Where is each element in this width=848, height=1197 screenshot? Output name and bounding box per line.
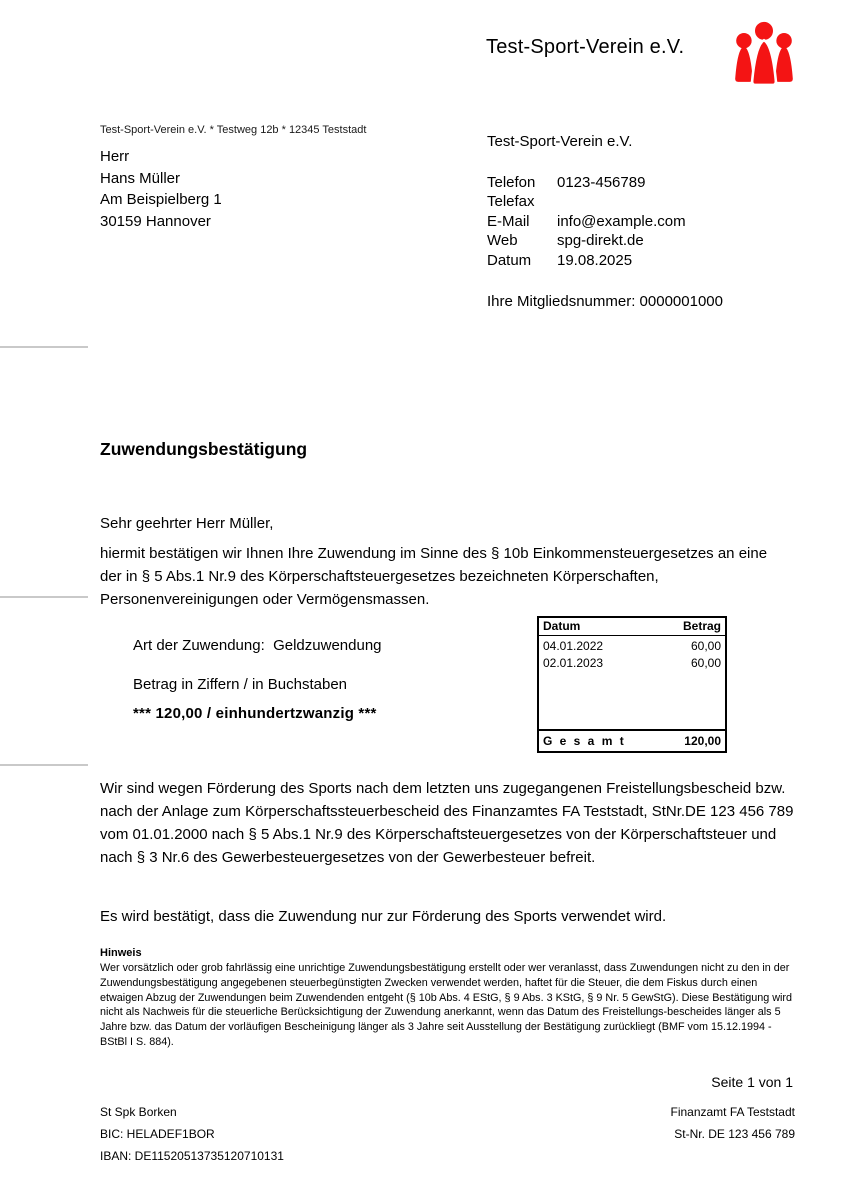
donation-table-header: [539, 618, 725, 636]
footer-bank-details: [100, 1101, 284, 1167]
exemption-paragraph: Wir sind wegen Förderung des Sports nach dem letzten uns zugegangenen Freistellungsbescheid bzw. nach der Anlage zum Körperschaftssteuerbescheid des Finanzamtes FA Teststadt, StNr.DE 123 456 789 vom 01.01.2000 nach § 5 Abs.1 Nr.9 des Körperschaftsteuergesetzes von der Körperschaftsteuer und nach § 3 Nr.6 des Gewerbesteuergesetzes von der Gewerbesteuer befreit.: [100, 780, 794, 866]
donation-type-value: Geldzuwendung: [273, 637, 382, 654]
page-number: Seite 1 von 1: [711, 1074, 793, 1090]
contact-value: 19.08.2025: [557, 251, 633, 269]
notice-text: Wer vorsätzlich oder grob fahrlässig eine unrichtige Zuwendungsbestätigung erstellt oder wer veranlasst, dass Zuwendungen nicht zu den in der Zuwendungsbestätigung angegebenen steuerbegünstigten Zwecken verwendet werden, haftet für die Steuer, die dem Fiskus durch einen etwaigen Abzug der Zuwendungen beim Zuwendenden entgeht (§ 10b Abs. 4 EStG, § 9 Abs. 3 KStG, § 9 Nr. 5 GewStG). Diese Bestätigung wird nicht als Nachweis für die steuerliche Berücksichtigung der Zuwendung anerkannt, wenn das Datum des Freistellungs-bescheides länger als 5 Jahre bzw. das Datum der vorläufigen Bescheinigung länger als 3 Jahre seit Ausstellung der Bestätigung zurückliegt (BMF vom 15.12.1994 - BStBl I S. 884).: [100, 962, 793, 1048]
contact-row-telefon: [487, 173, 787, 192]
contact-row-web: [487, 231, 787, 250]
salutation: Sehr geehrter Herr Müller,: [100, 515, 274, 532]
tax-number: St-Nr. DE 123 456 789: [674, 1127, 795, 1141]
recipient-city-line: 30159 Hannover: [100, 212, 211, 230]
recipient-name-line: Hans Müller: [100, 169, 181, 187]
table-cell-date: 04.01.2022: [543, 639, 604, 653]
contact-value: spg-direkt.de: [557, 232, 644, 250]
contact-org-name: Test-Sport-Verein e.V.: [487, 133, 633, 150]
table-total-value: 120,00: [684, 734, 721, 748]
donation-type-row: [133, 637, 382, 654]
contact-label: Web: [487, 232, 518, 250]
table-cell-amount: 60,00: [690, 639, 721, 653]
contact-label: E-Mail: [487, 212, 530, 230]
club-logo-icon: [730, 16, 798, 86]
contact-row-email: [487, 212, 787, 231]
hole-punch-mark: [0, 596, 88, 598]
table-header-amount: Betrag: [682, 619, 721, 633]
contact-row-telefax: [487, 192, 787, 211]
letter-title: Zuwendungsbestätigung: [100, 439, 308, 459]
amount-value: *** 120,00 / einhundertzwanzig ***: [133, 705, 377, 722]
contact-value: 0123-456789: [557, 174, 646, 191]
recipient-address: [100, 146, 222, 232]
sender-return-address: Test-Sport-Verein e.V. * Testweg 12b * 12345 Teststadt: [100, 124, 367, 136]
bank-bic: BIC: HELADEF1BOR: [100, 1127, 215, 1141]
amount-label: Betrag in Ziffern / in Buchstaben: [133, 676, 348, 693]
contact-label: Datum: [487, 251, 532, 269]
contact-row-datum: [487, 251, 787, 270]
donation-type-label: Art der Zuwendung:: [133, 637, 265, 654]
bank-iban: IBAN: DE11520513735120710131: [100, 1149, 284, 1163]
contact-block: [487, 173, 787, 270]
table-total-label: G e s a m t: [543, 734, 626, 748]
org-name-header: Test-Sport-Verein e.V.: [486, 36, 685, 58]
bank-name: St Spk Borken: [100, 1105, 177, 1119]
table-header-date: Datum: [543, 619, 581, 633]
table-cell-amount: 60,00: [690, 656, 721, 670]
recipient-salutation-line: Herr: [100, 148, 130, 165]
table-row: [539, 636, 725, 653]
contact-label: Telefon: [487, 174, 536, 191]
notice-title: Hinweis: [100, 947, 142, 959]
recipient-street-line: Am Beispielberg 1: [100, 191, 222, 208]
contact-value: info@example.com: [557, 212, 686, 230]
table-cell-date: 02.01.2023: [543, 656, 604, 670]
tax-office: Finanzamt FA Teststadt: [670, 1105, 795, 1119]
footer-tax-details: [670, 1101, 795, 1145]
confirmation-paragraph: Es wird bestätigt, dass die Zuwendung nur zur Förderung des Sports verwendet wird.: [100, 908, 667, 925]
table-spacer: [539, 670, 725, 729]
contact-label: Telefax: [487, 193, 535, 211]
donation-table-total-row: [539, 729, 725, 751]
table-row: [539, 653, 725, 670]
fold-mark-bottom: [0, 764, 88, 766]
donation-table: [537, 616, 727, 753]
intro-paragraph: hiermit bestätigen wir Ihnen Ihre Zuwendung im Sinne des § 10b Einkommensteuergesetzes an eine der in § 5 Abs.1 Nr.9 des Körperschaftsteuergesetzes bezeichneten Körperschaften, Personenvereinigungen oder Vermögensmassen.: [100, 545, 768, 608]
membership-number: Ihre Mitgliedsnummer: 0000001000: [487, 293, 723, 310]
fold-mark-top: [0, 346, 88, 348]
